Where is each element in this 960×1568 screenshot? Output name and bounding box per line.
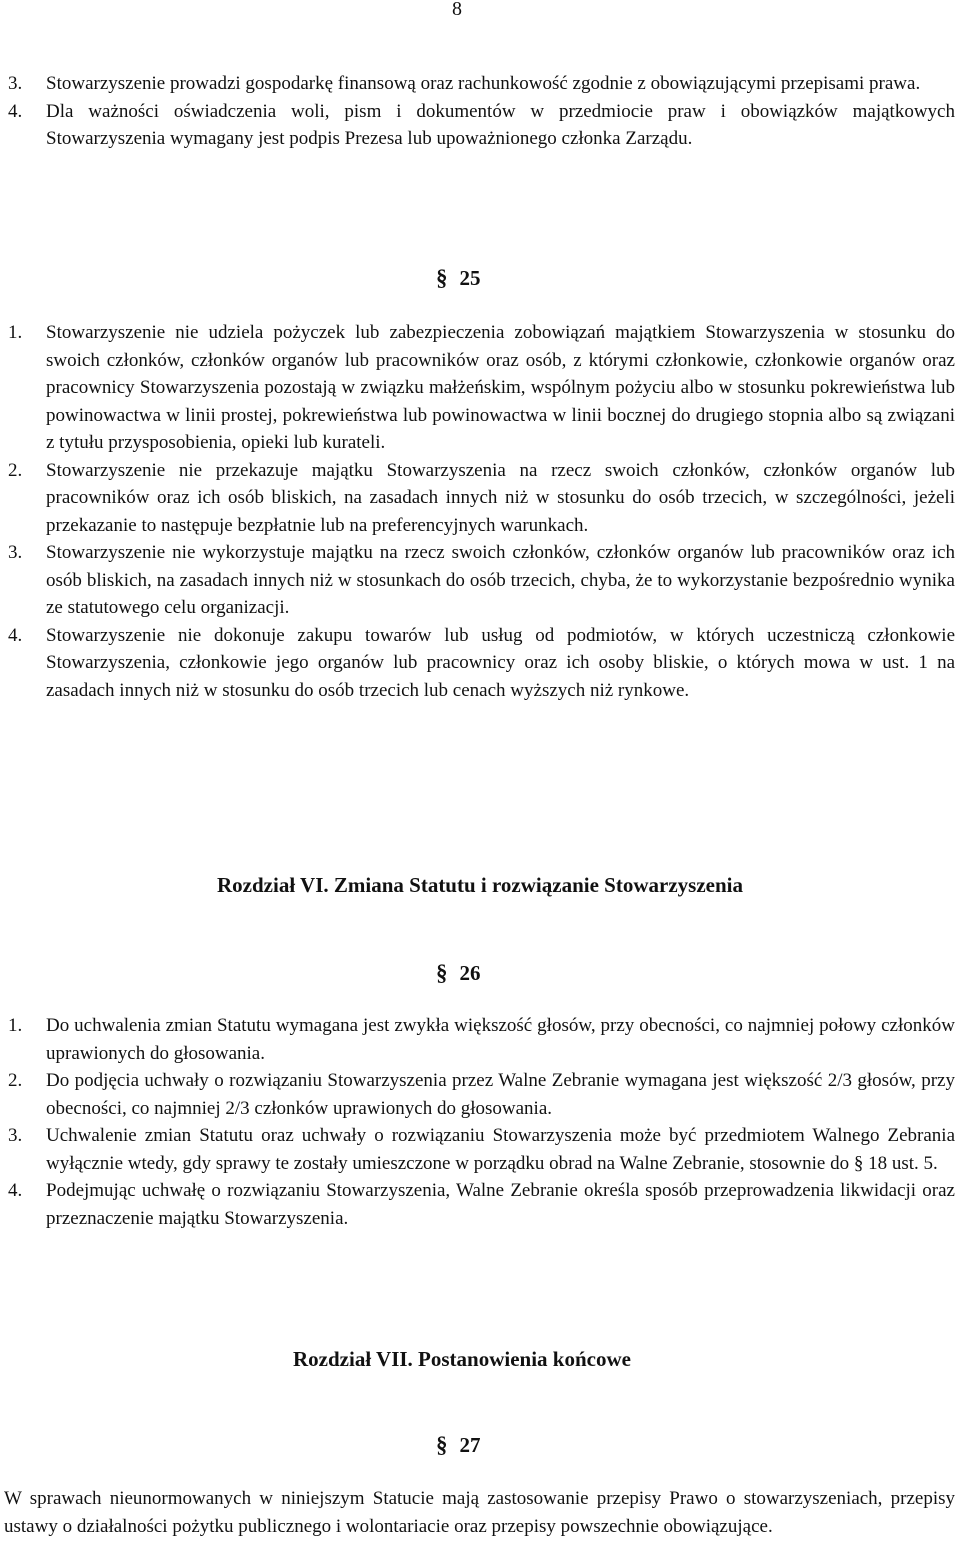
item-text: Stowarzyszenie nie udziela pożyczek lub zabezpieczenia zobowiązań majątkiem Stowarzyszenia w stosunku do swoich członków, członków organów lub pracowników oraz osób, z którymi członkowie, członkowie organów oraz pracownicy Stowarzyszenia pozostają w związku małżeńskim, wspólnym pożyciu albo w stosunku pokrewieństwa lub powinowactwa w linii prostej, pokrewieństwa lub powinowactwa w linii bocznej do drugiego stopnia albo są związani z tytułu przysposobienia, opieki lub kurateli. [46, 322, 955, 453]
item-text: Do uchwalenia zmian Statutu wymagana jest zwykła większość głosów, przy obecności, co najmniej połowy członków uprawionych do głosowania. [46, 1015, 955, 1064]
list-item [8, 457, 955, 540]
section-sign: § [436, 960, 448, 985]
list-item [8, 539, 955, 622]
item-number: 4. [8, 624, 23, 646]
item-text: Stowarzyszenie nie wykorzystuje majątku na rzecz swoich członków, członków organów lub pracowników oraz ich osób bliskich, na zasadach innych niż w stosunkach do osób trzecich, chyba, że to wykorzystanie bezpośrednio wynika ze statutowego celu organizacji. [46, 542, 955, 618]
section-25-list [8, 319, 955, 704]
list-item [8, 1122, 955, 1177]
section-number: 26 [459, 961, 481, 985]
section-number: 27 [459, 1433, 481, 1457]
section-sign: § [436, 1432, 448, 1457]
section-sign: § [436, 265, 448, 290]
item-text: Stowarzyszenie nie przekazuje majątku Stowarzyszenia na rzecz swoich członków, członków organów lub pracowników oraz ich osób bliskich, na zasadach innych niż w stosunku do osób trzecich, w szczególności, jeżeli przekazanie to następuje bezpłatnie lub na preferencyjnych warunkach. [46, 459, 955, 536]
list-item [8, 70, 955, 98]
section-27-text: W sprawach nieunormowanych w niniejszym Statucie mają zastosowanie przepisy Prawo o stowarzyszeniach, przepisy ustawy o działalności pożytku publicznego i wolontariacie oraz przepisy powszechnie obowiązujące. [4, 1488, 955, 1537]
page-number: 8 [452, 0, 462, 20]
section-25-heading [436, 265, 481, 291]
item-number: 2. [8, 1070, 23, 1091]
section-26-heading [436, 960, 481, 986]
section-27-heading [436, 1432, 481, 1458]
item-number: 2. [8, 459, 23, 481]
list-item [8, 98, 955, 153]
item-number: 3. [8, 73, 23, 94]
list-item [8, 1067, 955, 1122]
item-text: Stowarzyszenie nie dokonuje zakupu towarów lub usług od podmiotów, w których uczestniczą członkowie Stowarzyszenia, członkowie jego organów lub pracownicy oraz ich osoby bliskie, o których mowa w ust. 1 na zasadach innych niż w stosunku do osób trzecich lub cenach wyższych niż rynkowe. [46, 624, 955, 701]
item-number: 1. [8, 322, 23, 343]
item-text: Stowarzyszenie prowadzi gospodarkę finansową oraz rachunkowość zgodnie z obowiązującymi przepisami prawa. [46, 73, 921, 94]
list-item [8, 1177, 955, 1232]
section-26-list [8, 1012, 955, 1232]
item-number: 4. [8, 1180, 23, 1201]
continued-items-list [8, 70, 955, 153]
list-item [8, 622, 955, 705]
item-text: Do podjęcia uchwały o rozwiązaniu Stowarzyszenia przez Walne Zebranie wymagana jest większość 2/3 głosów, przy obecności, co najmniej 2/3 członków uprawionych do głosowania. [46, 1070, 955, 1119]
item-number: 4. [8, 100, 23, 122]
item-text: Dla ważności oświadczenia woli, pism i dokumentów w przedmiocie praw i obowiązków majątkowych Stowarzyszenia wymagany jest podpis Prezesa lub upoważnionego członka Zarządu. [46, 100, 955, 149]
list-item [8, 319, 955, 457]
item-number: 3. [8, 1125, 23, 1146]
list-item [8, 1012, 955, 1067]
item-number: 1. [8, 1015, 23, 1036]
chapter-6-title: Rozdział VI. Zmiana Statutu i rozwiązanie Stowarzyszenia [217, 873, 743, 897]
item-text: Podejmując uchwałę o rozwiązaniu Stowarzyszenia, Walne Zebranie określa sposób przeprowadzenia likwidacji oraz przeznaczenie majątku Stowarzyszenia. [46, 1180, 955, 1229]
chapter-7-title: Rozdział VII. Postanowienia końcowe [293, 1347, 631, 1371]
item-text: Uchwalenie zmian Statutu oraz uchwały o rozwiązaniu Stowarzyszenia może być przedmiotem Walnego Zebrania wyłącznie wtedy, gdy sprawy te zostały umieszczone w porządku obrad na Walne Zebranie, stosownie do § 18 ust. 5. [46, 1125, 955, 1174]
section-number: 25 [459, 266, 481, 290]
item-number: 3. [8, 542, 23, 563]
